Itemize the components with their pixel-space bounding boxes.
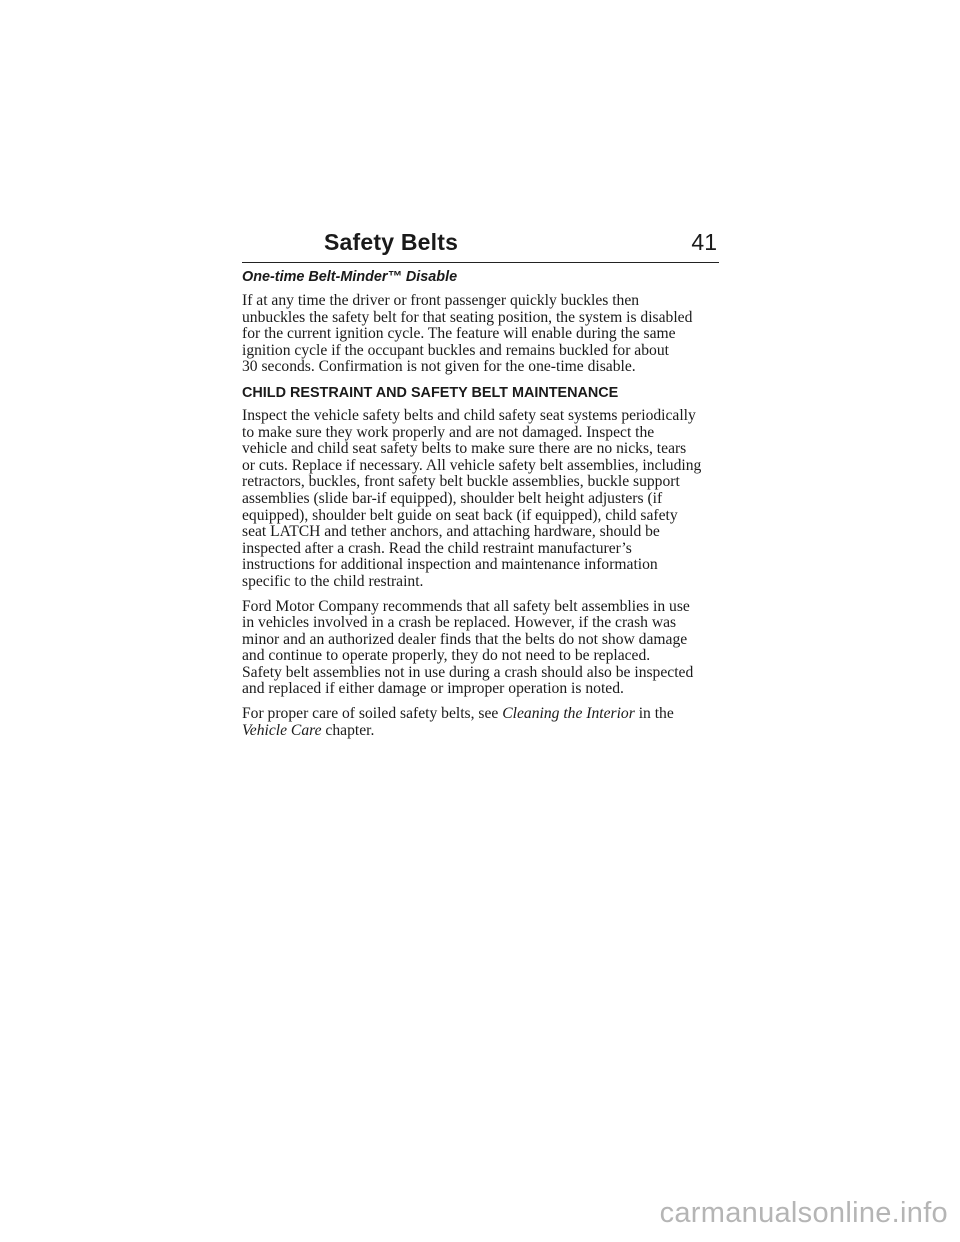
text-line: assemblies (slide bar-if equipped), shoulder belt height adjusters (if [242, 489, 663, 507]
paragraph-inspect [242, 408, 722, 591]
text-line: inspected after a crash. Read the child restraint manufacturer’s [242, 539, 632, 557]
text-line [242, 723, 722, 740]
watermark: carmanualsonline.info [659, 1197, 948, 1229]
text-line: vehicle and child seat safety belts to make sure there are no nicks, tears [242, 440, 687, 458]
subsection-heading: One-time Belt-Minder™ Disable [242, 269, 458, 285]
paragraph-belt-minder [242, 293, 722, 376]
text-line: Ford Motor Company recommends that all safety belt assemblies in use [242, 597, 690, 615]
text-line: to make sure they work properly and are not damaged. Inspect the [242, 423, 655, 441]
text-line: minor and an authorized dealer finds that the belts do not show damage [242, 630, 688, 648]
text-line [242, 706, 722, 723]
care-text-suffix: chapter. [321, 721, 375, 739]
text-line: 30 seconds. Confirmation is not given for the one-time disable. [242, 358, 636, 376]
care-text-prefix: For proper care of soiled safety belts, see [242, 705, 503, 723]
text-line: ignition cycle if the occupant buckles and remains buckled for about [242, 341, 669, 359]
page-header [242, 226, 719, 263]
page-number: 41 [691, 229, 717, 255]
text-line: instructions for additional inspection and maintenance information [242, 556, 658, 574]
text-line: in vehicles involved in a crash be replaced. However, if the crash was [242, 614, 677, 632]
text-line: Inspect the vehicle safety belts and child safety seat systems periodically [242, 406, 696, 424]
text-line: for the current ignition cycle. The feature will enable during the same [242, 325, 676, 343]
text-line: specific to the child restraint. [242, 572, 424, 590]
paragraph-ford-recommends [242, 599, 722, 699]
paragraph-proper-care [242, 706, 722, 739]
text-line: and replaced if either damage or improper operation is noted. [242, 680, 624, 698]
text-line: or cuts. Replace if necessary. All vehicle safety belt assemblies, including [242, 456, 702, 474]
page-title: Safety Belts [324, 229, 459, 255]
text-line: unbuckles the safety belt for that seating position, the system is disabled [242, 308, 693, 326]
text-line: equipped), shoulder belt guide on seat back (if equipped), child safety [242, 506, 678, 524]
section-heading: CHILD RESTRAINT AND SAFETY BELT MAINTENANCE [242, 384, 619, 401]
text-line: retractors, buckles, front safety belt buckle assemblies, buckle support [242, 473, 680, 491]
page-content [242, 268, 722, 747]
care-text-mid: in the [634, 705, 674, 723]
cross-reference-vehicle-care: Vehicle Care [242, 721, 322, 739]
text-line: and continue to operate properly, they do not need to be replaced. [242, 647, 651, 665]
text-line: seat LATCH and tether anchors, and attaching hardware, should be [242, 523, 660, 541]
cross-reference-cleaning-interior: Cleaning the Interior [502, 705, 635, 723]
text-line: If at any time the driver or front passenger quickly buckles then [242, 292, 640, 309]
text-line: Safety belt assemblies not in use during a crash should also be inspected [242, 663, 694, 681]
